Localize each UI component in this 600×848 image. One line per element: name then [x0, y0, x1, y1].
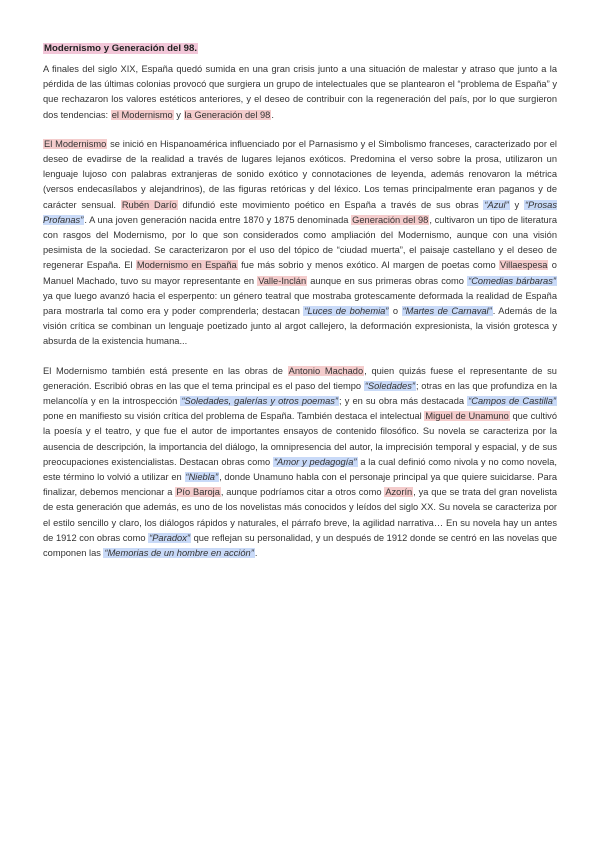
text-run: .: [254, 548, 258, 559]
highlight-ruben-dario: Rubén Darío: [121, 199, 177, 210]
text-run: aunque en sus primeras obras como: [307, 275, 468, 286]
document-title: [43, 42, 557, 56]
highlight-miguel-de-unamuno: Miguel de Unamuno: [425, 411, 509, 422]
text-run: se inició en Hispanoamérica influenciado por el Parnasismo y el Simbolismo franceses, caracterizado por el deseo de evadirse de la realidad a través de lugares lejanos exóticos. Predomina el verso sobre la prosa, utilizaron un lenguaje lujoso con palabras extranjeras de sonido exótico y connotaciones de leyenda, además renovaron la métrica (versos endecasílabos y alejandrinos), de las figuras retóricas y del léxico. Los temas principalmente eran paganos y de carácter sensual.: [43, 138, 557, 210]
text-run: . A una joven generación nacida entre 1870 y 1875 denominada: [84, 214, 352, 225]
work-memorias: “Memorias de un hombre en acción”: [104, 548, 254, 559]
work-niebla: “Niebla”: [185, 472, 219, 483]
text-run: y: [509, 199, 524, 210]
text-run: ; y en su obra más destacada: [339, 396, 468, 407]
text-run: a la cual definió como nivola y no como novela, este término lo volvió a utilizar en: [43, 456, 557, 483]
text-run: que reflejan su personalidad, y un después de 1912 donde se centró en las novelas que componen las: [43, 532, 557, 559]
highlight-el-modernismo: El Modernismo: [44, 138, 107, 149]
paragraph-gap: [43, 350, 557, 364]
text-run: , aunque podríamos citar a otros como: [220, 487, 385, 498]
work-amor-y-pedagogia: “Amor y pedagogía”: [273, 456, 357, 467]
work-martes-de-carnaval: “Martes de Carnaval”: [402, 306, 492, 317]
paragraph-modernismo: [43, 137, 557, 350]
text-run: El Modernismo también está presente en las obras de: [43, 365, 288, 376]
paragraph-gap: [43, 123, 557, 137]
work-luces-de-bohemia: “Luces de bohemia”: [304, 306, 389, 317]
text-run: o Manuel Machado, tuvo su mayor representante en: [43, 260, 557, 286]
work-comedias-barbaras: “Comedias bárbaras”: [468, 275, 556, 286]
title-highlight: Modernismo y Generación del 98.: [44, 43, 198, 54]
work-azul: “Azul”: [484, 199, 509, 210]
work-soledades-galerias: “Soledades, galerías y otros poemas”: [181, 396, 339, 407]
highlight-generacion-98: la Generación del 98: [184, 109, 271, 120]
highlight-modernismo-en-espana: Modernismo en España: [136, 260, 237, 271]
text-run: .: [271, 109, 274, 120]
text-run: , donde Unamuno habla con el personaje principal ya que quiere suicidarse. Para finalizar, debemos mencionar a: [43, 472, 557, 498]
text-run: pone en manifiesto su visión crítica del problema de España. También destaca el intelectual: [43, 411, 425, 422]
highlight-pio-baroja: Pío Baroja: [176, 487, 220, 498]
highlight-villaespesa: Villaespesa: [500, 260, 548, 271]
work-paradox: “Paradox”: [149, 532, 190, 543]
text-run: A finales del siglo XIX, España quedó sumida en una gran crisis junto a una situación de malestar y atraso que junto a la pérdida de las últimas colonias provocó que surgiera un grupo de intelectuales que se plantearon el “problema de España” y que rechazaron los valores estéticos anteriores, y el deseo de contribuir con la regeneración del país, por lo que surgieron dos tendencias:: [43, 64, 557, 120]
text-run: , quien quizás fuese el representante de su generación. Escribió obras en las que el tema principal es el paso del tiempo: [43, 365, 557, 391]
text-run: . Además de la visión crítica se combinan un lenguaje poetizado junto al argot callejero, la deformación expresionista, la visión grotesca y absurda de la existencia humana...: [43, 306, 557, 347]
text-run: ; otras en las que profundiza en la melancolía y en la introspección: [43, 380, 558, 407]
text-run: ya que luego avanzó hacia el esperpento: un género teatral que mostraba grotescamente deformada la realidad de España para mostrarla tal como era y poder comprenderla; destacan: [43, 290, 557, 317]
text-run: , cultivaron un tipo de literatura con rasgos del Modernismo, por lo que son considerados como ampliación del Modernismo, aunque con una visión pesimista de la sociedad. Se caracterizaron por el uso del tópico de “ciudad muerta”, el paisaje castellano y el deseo de regenerar España. El: [43, 214, 557, 271]
paragraph-intro: [43, 62, 557, 123]
text-run: , ya que se trata del gran novelista de esta generación que además, es uno de los novelistas más conocidos y leídos del siglo XX. Su novela se caracteriza por el estilo sencillo y claro, los diálogos rápidos y naturales, el párrafo breve, la agilidad narrativa… En su novela hay un antes de 1912 con obras como: [43, 487, 558, 543]
text-run: o: [389, 306, 402, 317]
work-prosas-profanas: “Prosas Profanas”: [43, 199, 557, 225]
highlight-azorin: Azorín: [385, 487, 413, 498]
work-campos-de-castilla: “Campos de Castilla”: [468, 396, 556, 407]
highlight-modernismo: el Modernismo: [111, 109, 173, 120]
document-content: [43, 42, 557, 561]
highlight-valle-inclan: Valle-Inclán: [258, 275, 307, 286]
text-run: difundió este movimiento poético en España a través de sus obras: [177, 199, 484, 210]
text-run: que cultivó la poesía y el teatro, y que fue el autor de importantes ensayos de contenido filosófico. Su novela se caracteriza por la ausencia de descripción, la importancia del diálogo, la omnipresencia del autor, la imprecisión temporal y espacial, y de sus preocupaciones existencialistas. Destacan obras como: [43, 411, 557, 467]
text-run: y: [173, 109, 184, 120]
work-soledades: “Soledades”: [364, 380, 415, 391]
paragraph-generacion-98: [43, 364, 557, 562]
text-run: fue más sobrio y menos exótico. Al margen de poetas como: [237, 260, 500, 271]
highlight-antonio-machado: Antonio Machado: [288, 365, 364, 376]
highlight-generacion-del-98: Generación del 98: [352, 214, 429, 225]
